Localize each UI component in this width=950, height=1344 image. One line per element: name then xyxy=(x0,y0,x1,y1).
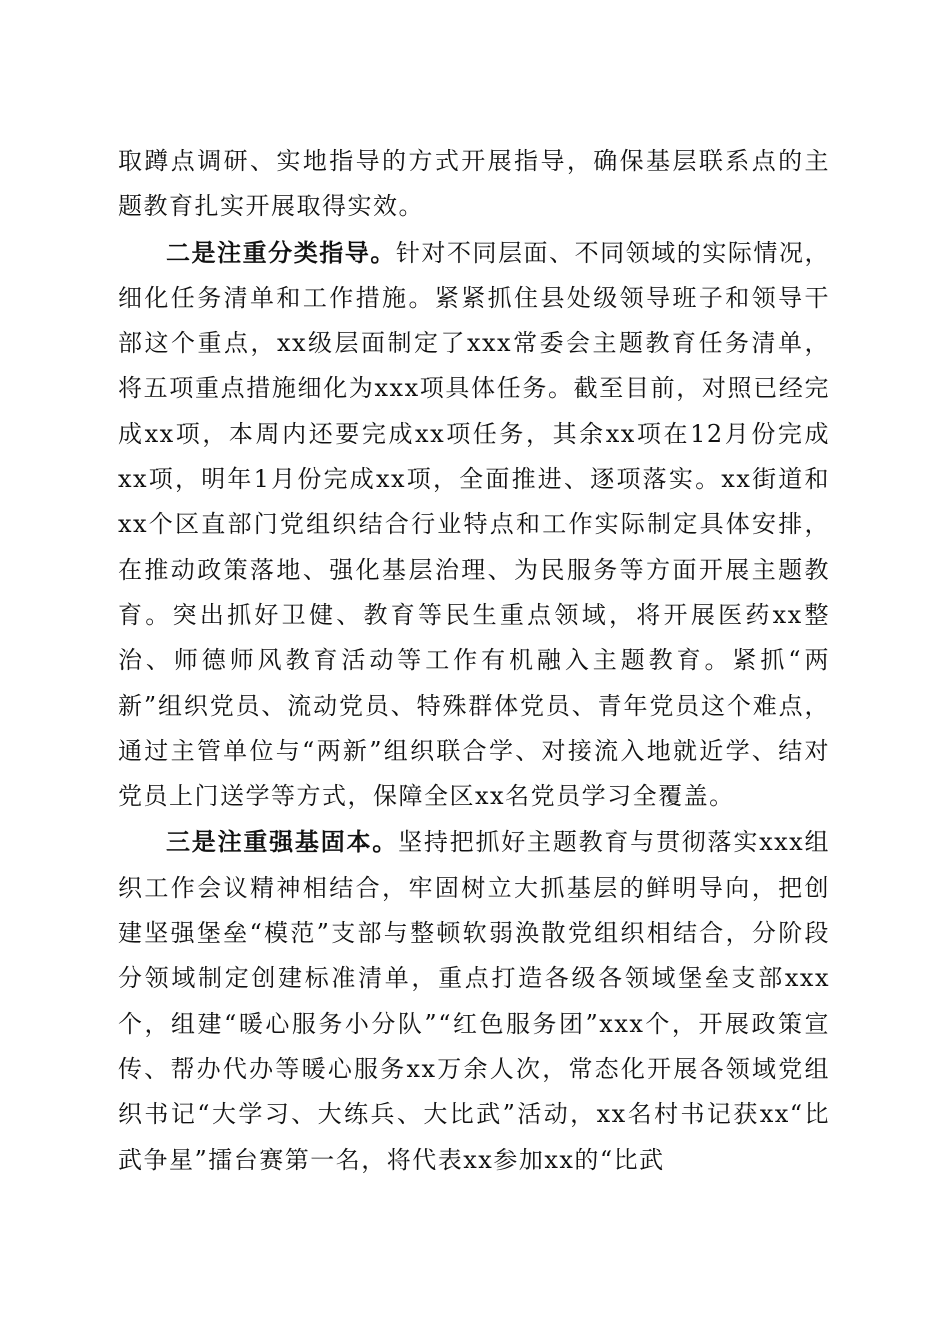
paragraph-body: 坚持把抓好主题教育与贯彻落实xxx组织工作会议精神相结合，牢固树立大抓基层的鲜明导向，把创建坚强堡垒“模范”支部与整顿软弱涣散党组织相结合，分阶段分领域制定创建标准清单，重点打造各级各领域堡垒支部xxx个，组建“暖心服务小分队”“红色服务团”xxx个，开展政策宣传、帮办代办等暖心服务xx万余人次，常态化开展各领域党组织书记“大学习、大练兵、大比武”活动，xx名村书记获xx“比武争星”擂台赛第一名，将代表xx参加xx的“比武 xyxy=(118,828,831,1174)
paragraph-strengthen-foundation xyxy=(118,819,830,1182)
paragraph-continuation xyxy=(118,139,830,230)
paragraph-lead: 二是注重分类指导。 xyxy=(166,237,396,267)
document-body xyxy=(118,139,830,1183)
paragraph-body: 取蹲点调研、实地指导的方式开展指导，确保基层联系点的主题教育扎实开展取得实效。 xyxy=(118,147,830,221)
paragraph-lead: 三是注重强基固本。 xyxy=(166,827,399,857)
paragraph-body: 针对不同层面、不同领域的实际情况，细化任务清单和工作措施。紧紧抓住县处级领导班子和领导干部这个重点，xx级层面制定了xxx常委会主题教育任务清单，将五项重点措施细化为xxx项具体任务。截至目前，对照已经完成xx项，本周内还要完成xx项任务，其余xx项在12月份完成xx项，明年1月份完成xx项，全面推进、逐项落实。xx街道和xx个区直部门党组织结合行业特点和工作实际制定具体安排，在推动政策落地、强化基层治理、为民服务等方面开展主题教育。突出抓好卫健、教育等民生重点领域，将开展医药xx整治、师德师风教育活动等工作有机融入主题教育。紧抓“两新”组织党员、流动党员、特殊群体党员、青年党员这个难点，通过主管单位与“两新”组织联合学、对接流入地就近学、结对党员上门送学等方式，保障全区xx名党员学习全覆盖。 xyxy=(118,238,830,811)
paragraph-classified-guidance xyxy=(118,230,830,820)
